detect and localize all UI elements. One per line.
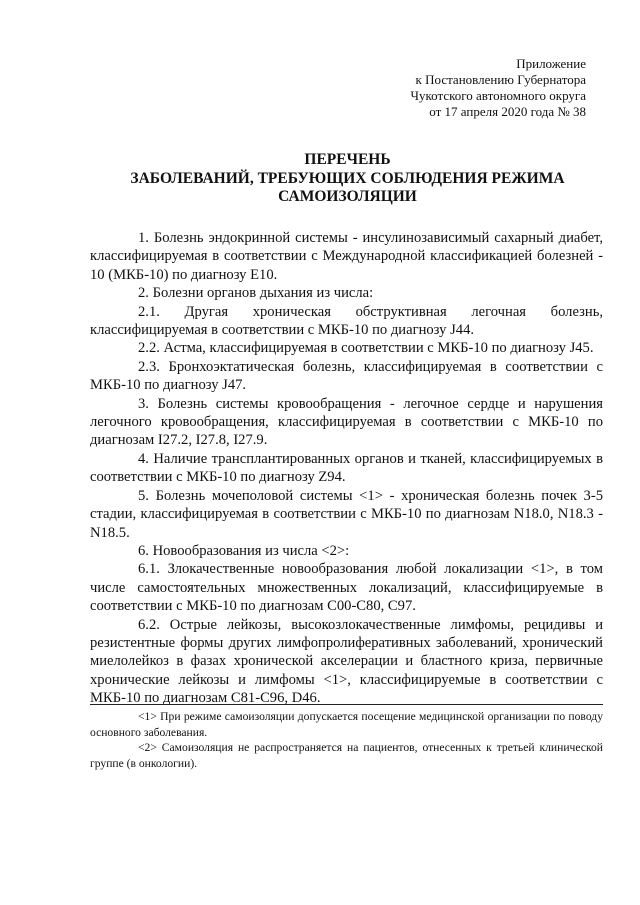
annex-line: Приложение	[516, 56, 586, 71]
list-item-2: 2. Болезни органов дыхания из числа:	[138, 285, 374, 302]
annex-line: к Постановлению Губернатора	[415, 72, 586, 87]
title-line: ПЕРЕЧЕНЬ	[304, 151, 391, 168]
footnotes	[90, 704, 603, 771]
list-item-6-2: 6.2. Острые лейкозы, высокозлокачественные лимфомы, рецидивы и резистентные формы других лимфопролиферативных заболеваний, хронический миелолейкоз в фазах хронической акселерации и бластного криза, первичные хронические лейкозы и лимфомы <1>, классифицируемые в соответствии с МКБ-10 по диагнозам С81-С96, D46.	[90, 616, 603, 707]
list-item-6-1: 6.1. Злокачественные новообразования любой локализации <1>, в том числе самостоятельных множественных локализаций, классифицируемые в соответствии с МКБ-10 по диагнозам С00-С80, С97.	[90, 561, 603, 615]
footnote-divider	[90, 704, 603, 705]
list-item-5: 5. Болезнь мочеполовой системы <1> - хроническая болезнь почек 3-5 стадии, классифицируемая в соответствии с МКБ-10 по диагнозам N18.0, N18.3 - N18.5.	[90, 487, 603, 541]
list-item-6: 6. Новообразования из числа <2>:	[138, 542, 350, 559]
list-item-4: 4. Наличие трансплантированных органов и тканей, классифицируемых в соответствии с МКБ-10 по диагнозу Z94.	[90, 450, 603, 486]
annex-line: от 17 апреля 2020 года № 38	[429, 104, 586, 119]
annex-line: Чукотского автономного округа	[410, 88, 586, 103]
annex-header	[306, 56, 586, 120]
document-title	[90, 151, 605, 207]
list-item-3: 3. Болезнь системы кровообращения - легочное сердце и нарушения легочного кровообращения, классифицируемая в соответствии с МКБ-10 по диагнозам I27.2, I27.8, I27.9.	[90, 395, 603, 449]
list-item-1: 1. Болезнь эндокринной системы - инсулинозависимый сахарный диабет, классифицируемая в соответствии с Международной классификацией болезней - 10 (МКБ-10) по диагнозу Е10.	[90, 230, 603, 283]
document-body	[90, 229, 603, 708]
title-line: САМОИЗОЛЯЦИИ	[278, 188, 417, 205]
list-item-2-2: 2.2. Астма, классифицируемая в соответствии с МКБ-10 по диагнозу J45.	[138, 340, 594, 357]
title-line: ЗАБОЛЕВАНИЙ, ТРЕБУЮЩИХ СОБЛЮДЕНИЯ РЕЖИМА	[130, 169, 565, 187]
footnote-1: <1> При режиме самоизоляции допускается посещение медицинской организации по поводу основного заболевания.	[90, 710, 603, 739]
list-item-2-1: 2.1. Другая хроническая обструктивная легочная болезнь, классифицируемая в соответствии с МКБ-10 по диагнозу J44.	[90, 303, 603, 339]
list-item-2-3: 2.3. Бронхоэктатическая болезнь, классифицируемая в соответствии с МКБ-10 по диагнозу J47.	[90, 358, 603, 394]
footnote-2: <2> Самоизоляция не распространяется на пациентов, отнесенных к третьей клинической группе (в онкологии).	[90, 741, 603, 770]
